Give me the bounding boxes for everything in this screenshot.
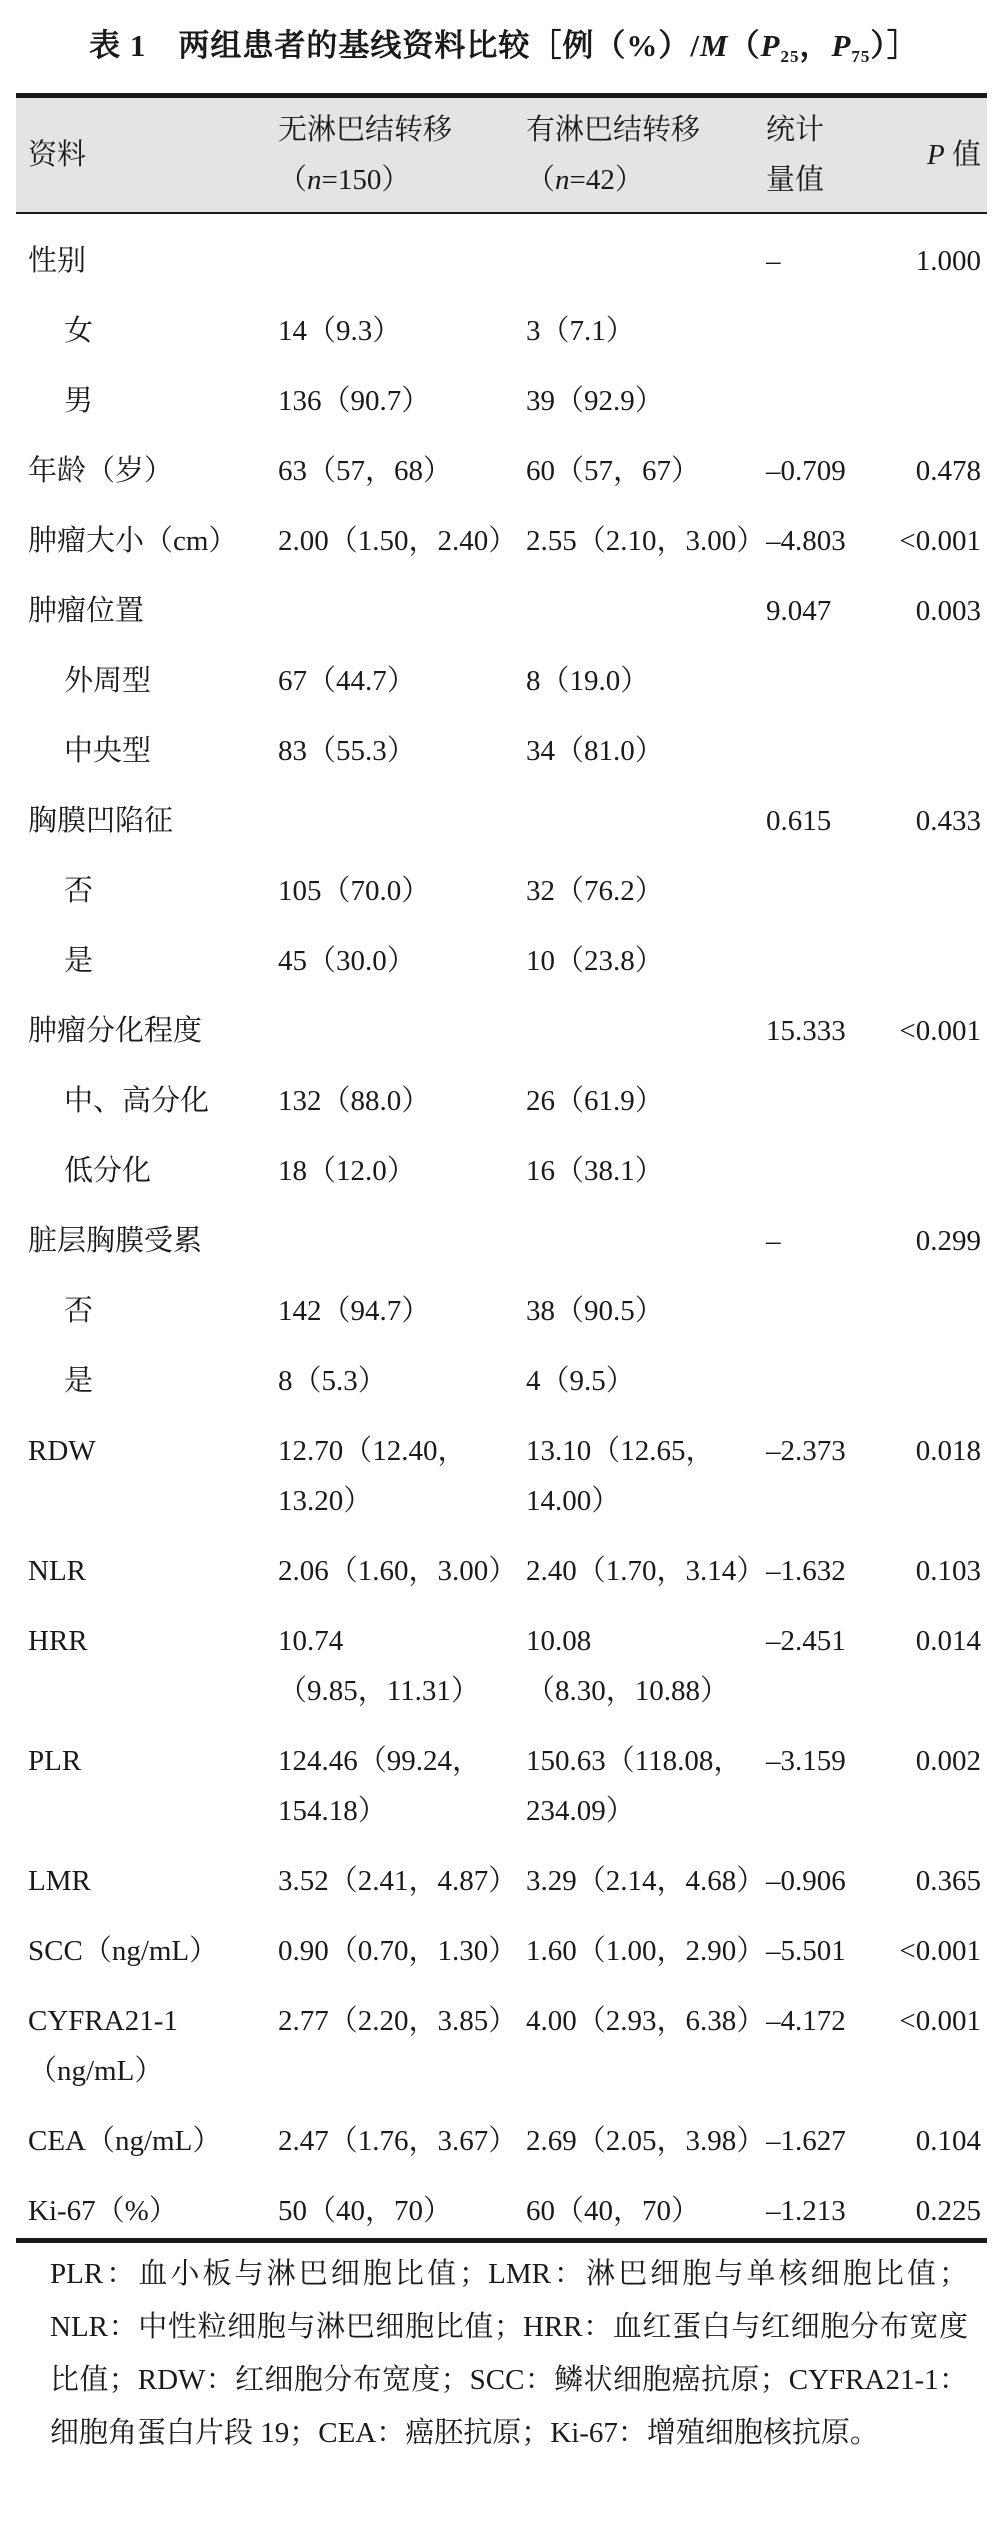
row-label: 低分化 — [64, 1155, 152, 1187]
row-label: 是 — [64, 945, 94, 977]
metastasis-value: 8（19.0） — [526, 665, 650, 697]
table-title — [0, 20, 1008, 67]
header-label: 无淋巴结转移 — [278, 114, 453, 146]
title-P: P — [831, 28, 852, 63]
statistic-value: 0.615 — [766, 805, 832, 837]
row-label: 性别 — [28, 245, 87, 277]
table-row — [16, 213, 987, 290]
statistic-value: –0.906 — [766, 1865, 846, 1897]
no-metastasis-value — [270, 570, 518, 640]
metastasis-value — [518, 990, 758, 1060]
table-row — [16, 1530, 987, 1600]
metastasis-value — [518, 570, 758, 640]
p-value: <0.001 — [899, 1015, 981, 1047]
no-metastasis-value: 67（44.7） — [278, 665, 416, 697]
table-header — [16, 96, 987, 214]
row-label: 中、高分化 — [64, 1085, 210, 1117]
table-row — [16, 1130, 987, 1200]
row-label: 脏层胸膜受累 — [28, 1225, 203, 1257]
table-row — [16, 430, 987, 500]
metastasis-value: 13.10（12.65， 14.00） — [526, 1435, 715, 1517]
table-body — [16, 213, 987, 2241]
metastasis-value: 2.40（1.70，3.14） — [526, 1555, 766, 1587]
statistic-value: – — [766, 1225, 781, 1257]
p-value: 0.478 — [915, 455, 981, 487]
row-label: 外周型 — [64, 665, 152, 697]
no-metastasis-value: 12.70（12.40， 13.20） — [278, 1435, 467, 1517]
metastasis-value: 26（61.9） — [526, 1085, 664, 1117]
row-label: NLR — [28, 1555, 86, 1587]
no-metastasis-value: 2.00（1.50，2.40） — [278, 525, 518, 557]
n-symbol: n — [555, 164, 570, 196]
table-row — [16, 2100, 987, 2170]
row-label: 胸膜凹陷征 — [28, 805, 174, 837]
no-metastasis-value: 18（12.0） — [278, 1155, 416, 1187]
row-label: PLR — [28, 1745, 82, 1777]
no-metastasis-value: 132（88.0） — [278, 1085, 431, 1117]
table-row — [16, 710, 987, 780]
p-value: 0.103 — [915, 1555, 981, 1587]
table-row — [16, 1340, 987, 1410]
table-row — [16, 1270, 987, 1340]
title-paren: （ — [728, 28, 761, 63]
statistic-value: –0.709 — [766, 455, 846, 487]
no-metastasis-value: 10.74 （9.85，11.31） — [278, 1625, 480, 1707]
table-row — [16, 290, 987, 360]
no-metastasis-value: 63（57，68） — [278, 455, 453, 487]
row-label: CEA（ng/mL） — [28, 2125, 222, 2157]
no-metastasis-value — [270, 213, 518, 290]
metastasis-value — [518, 780, 758, 850]
p-value: <0.001 — [899, 2005, 981, 2037]
statistic-value — [758, 360, 880, 430]
statistic-value — [758, 1340, 880, 1410]
no-metastasis-value — [270, 990, 518, 1060]
statistic-value — [758, 1060, 880, 1130]
row-label: Ki-67（%） — [28, 2195, 178, 2227]
p-value: 0.018 — [915, 1435, 981, 1467]
row-label: 否 — [64, 1295, 94, 1327]
row-label: 否 — [64, 875, 94, 907]
n-symbol: n — [307, 164, 322, 196]
no-metastasis-value: 124.46（99.24， 154.18） — [278, 1745, 482, 1827]
table-row — [16, 1600, 987, 1720]
p-value — [880, 850, 987, 920]
table-row — [16, 570, 987, 640]
p-value — [880, 290, 987, 360]
no-metastasis-value: 105（70.0） — [278, 875, 431, 907]
statistic-value — [758, 850, 880, 920]
p-value: 0.433 — [915, 805, 981, 837]
statistic-value — [758, 1270, 880, 1340]
metastasis-value: 16（38.1） — [526, 1155, 664, 1187]
no-metastasis-value: 3.52（2.41，4.87） — [278, 1865, 518, 1897]
row-label: LMR — [28, 1865, 91, 1897]
row-label: 中央型 — [64, 735, 152, 767]
table-row — [16, 1720, 987, 1840]
p-value: 1.000 — [915, 245, 981, 277]
metastasis-value: 39（92.9） — [526, 385, 664, 417]
p-value: <0.001 — [899, 1935, 981, 1967]
p-value: 0.299 — [915, 1225, 981, 1257]
paren: （ — [278, 164, 308, 196]
statistic-value: –4.803 — [766, 525, 846, 557]
metastasis-value: 10（23.8） — [526, 945, 664, 977]
p-value: 0.002 — [915, 1745, 981, 1777]
no-metastasis-value: 0.90（0.70，1.30） — [278, 1935, 518, 1967]
table-row — [16, 640, 987, 710]
p-value — [880, 1130, 987, 1200]
no-metastasis-value: 14（9.3） — [278, 315, 402, 347]
statistic-value — [758, 710, 880, 780]
row-label: SCC（ng/mL） — [28, 1935, 219, 1967]
p-value — [880, 360, 987, 430]
statistic-value: –1.632 — [766, 1555, 846, 1587]
row-label: 肿瘤大小（cm） — [28, 525, 238, 557]
footnote: PLR：血小板与淋巴细胞比值；LMR：淋巴细胞与单核细胞比值；NLR：中性粒细胞与淋巴细胞比值；HRR：血红蛋白与红细胞分布宽度比值；RDW：红细胞分布宽度；SCC：鳞状细胞癌抗原；CYFRA21-1：细胞角蛋白片段 19；CEA：癌胚抗原；Ki-67：增殖细胞核抗原。 — [50, 2258, 968, 2449]
metastasis-value: 3（7.1） — [526, 315, 635, 347]
paren: （ — [526, 164, 556, 196]
title-text: 表 1 两组患者的基线资料比较［例（%）/ — [89, 28, 700, 63]
metastasis-value: 2.69（2.05，3.98） — [526, 2125, 766, 2157]
statistic-value: –1.213 — [766, 2195, 846, 2227]
header-statistic: 统计 量值 — [766, 114, 825, 196]
table-row — [16, 2170, 987, 2241]
header-p-value — [880, 96, 987, 214]
metastasis-value — [518, 1200, 758, 1270]
title-close: ）］ — [870, 28, 919, 63]
metastasis-value: 10.08 （8.30，10.88） — [526, 1625, 730, 1707]
table-row — [16, 850, 987, 920]
no-metastasis-value: 45（30.0） — [278, 945, 416, 977]
statistic-value: –2.373 — [766, 1435, 846, 1467]
header-metastasis — [518, 96, 758, 214]
p-value: 0.003 — [915, 595, 981, 627]
row-label: 是 — [64, 1365, 94, 1397]
title-sub75: 75 — [851, 47, 871, 66]
n-value: =150） — [321, 164, 411, 196]
table-row — [16, 360, 987, 430]
row-label: HRR — [28, 1625, 88, 1657]
metastasis-value — [518, 213, 758, 290]
no-metastasis-value: 2.47（1.76，3.67） — [278, 2125, 518, 2157]
table-row — [16, 920, 987, 990]
p-value — [880, 1060, 987, 1130]
p-value — [880, 640, 987, 710]
metastasis-value: 4.00（2.93，6.38） — [526, 2005, 766, 2037]
title-sub25: 25 — [780, 47, 800, 66]
row-label: 男 — [64, 385, 94, 417]
statistic-value: –1.627 — [766, 2125, 846, 2157]
p-value: <0.001 — [899, 525, 981, 557]
p-symbol: P — [927, 139, 945, 171]
title-comma: ， — [799, 28, 832, 63]
metastasis-value: 2.55（2.10，3.00） — [526, 525, 766, 557]
statistic-value: –3.159 — [766, 1745, 846, 1777]
p-value: 0.225 — [915, 2195, 981, 2227]
metastasis-value: 150.63（118.08， 234.09） — [526, 1745, 743, 1827]
statistic-value — [758, 640, 880, 710]
metastasis-value: 34（81.0） — [526, 735, 664, 767]
baseline-table — [16, 93, 987, 2243]
header-item: 资料 — [28, 139, 87, 171]
no-metastasis-value: 8（5.3） — [278, 1365, 387, 1397]
row-label: 肿瘤位置 — [28, 595, 145, 627]
statistic-value — [758, 290, 880, 360]
no-metastasis-value — [270, 1200, 518, 1270]
statistic-value: 9.047 — [766, 595, 832, 627]
header-no-metastasis — [270, 96, 518, 214]
p-value — [880, 710, 987, 780]
no-metastasis-value — [270, 780, 518, 850]
p-value: 0.365 — [915, 1865, 981, 1897]
table-row — [16, 1910, 987, 1980]
table-row — [16, 1200, 987, 1270]
metastasis-value: 4（9.5） — [526, 1365, 635, 1397]
table-row — [16, 1840, 987, 1910]
row-label: CYFRA21-1 （ng/mL） — [28, 2005, 178, 2087]
no-metastasis-value: 83（55.3） — [278, 735, 416, 767]
table-row — [16, 1410, 987, 1530]
no-metastasis-value: 136（90.7） — [278, 385, 431, 417]
row-label: 女 — [64, 315, 94, 347]
metastasis-value: 60（40，70） — [526, 2195, 701, 2227]
statistic-value — [758, 920, 880, 990]
row-label: RDW — [28, 1435, 96, 1467]
table-row — [16, 1980, 987, 2100]
p-value — [880, 920, 987, 990]
no-metastasis-value: 50（40，70） — [278, 2195, 453, 2227]
metastasis-value: 32（76.2） — [526, 875, 664, 907]
table-row — [16, 780, 987, 850]
no-metastasis-value: 2.77（2.20，3.85） — [278, 2005, 518, 2037]
row-label: 年龄（岁） — [28, 455, 174, 487]
p-value — [880, 1270, 987, 1340]
header-label: 有淋巴结转移 — [526, 114, 701, 146]
statistic-value — [758, 1130, 880, 1200]
title-M: M — [699, 28, 729, 63]
metastasis-value: 38（90.5） — [526, 1295, 664, 1327]
metastasis-value: 1.60（1.00，2.90） — [526, 1935, 766, 1967]
p-value: 0.014 — [915, 1625, 981, 1657]
statistic-value: –2.451 — [766, 1625, 846, 1657]
title-P: P — [760, 28, 781, 63]
statistic-value: 15.333 — [766, 1015, 846, 1047]
p-value — [880, 1340, 987, 1410]
no-metastasis-value: 2.06（1.60，3.00） — [278, 1555, 518, 1587]
row-label: 肿瘤分化程度 — [28, 1015, 203, 1047]
p-value: 0.104 — [915, 2125, 981, 2157]
statistic-value: – — [766, 245, 781, 277]
table-row — [16, 1060, 987, 1130]
statistic-value: –5.501 — [766, 1935, 846, 1967]
metastasis-value: 60（57，67） — [526, 455, 701, 487]
metastasis-value: 3.29（2.14，4.68） — [526, 1865, 766, 1897]
table-row — [16, 990, 987, 1060]
header-label: 值 — [944, 139, 981, 171]
no-metastasis-value: 142（94.7） — [278, 1295, 431, 1327]
table-row — [16, 500, 987, 570]
statistic-value: –4.172 — [766, 2005, 846, 2037]
n-value: =42） — [569, 164, 644, 196]
